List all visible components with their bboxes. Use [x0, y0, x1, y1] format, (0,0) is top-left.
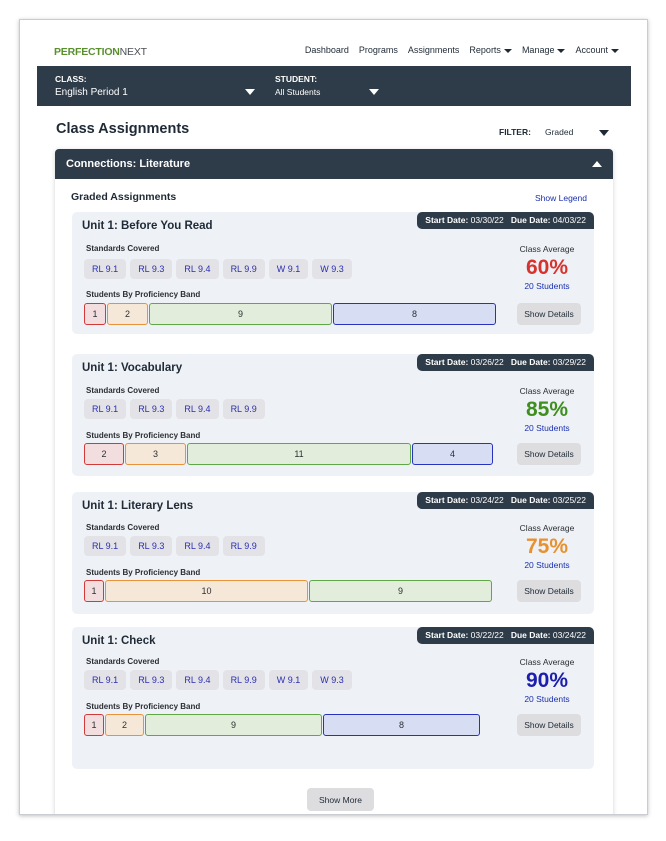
class-average-label: Class Average	[519, 386, 575, 396]
chevron-down-icon	[504, 49, 512, 53]
proficiency-label: Students By Proficiency Band	[86, 568, 201, 577]
assignment-card	[72, 492, 594, 614]
band-segment-red[interactable]: 1	[84, 303, 106, 325]
start-date: 03/26/22	[470, 357, 504, 367]
class-average	[510, 523, 584, 570]
band-segment-red[interactable]: 1	[84, 580, 104, 602]
band-segment-orange[interactable]: 2	[107, 303, 148, 325]
standard-chip: RL 9.9	[223, 670, 265, 690]
student-label: STUDENT:	[275, 74, 318, 84]
class-label: CLASS:	[55, 74, 87, 84]
date-range: Start Date: 03/22/22 Due Date: 03/24/22	[417, 627, 594, 644]
filter-value: Graded	[544, 127, 574, 137]
band-segment-green[interactable]: 11	[187, 443, 411, 465]
assignment-card	[72, 354, 594, 476]
assignment-card	[72, 627, 594, 769]
nav-dashboard[interactable]: Dashboard	[304, 45, 349, 55]
nav-account[interactable]	[575, 45, 619, 55]
class-value: English Period 1	[55, 87, 128, 98]
class-average-label: Class Average	[519, 244, 575, 254]
start-date: 03/22/22	[470, 630, 504, 640]
student-value: All Students	[275, 87, 321, 97]
class-average-label: Class Average	[519, 523, 575, 533]
due-date: 03/25/22	[552, 495, 586, 505]
class-dropdown-icon[interactable]	[245, 89, 255, 95]
date-range: Start Date: 03/24/22 Due Date: 03/25/22	[417, 492, 594, 509]
nav-manage-label: Manage	[521, 45, 555, 55]
page-title: Class Assignments	[56, 121, 190, 137]
class-average	[510, 244, 584, 291]
standard-chip: RL 9.4	[176, 399, 218, 419]
start-date: 03/30/22	[470, 215, 504, 225]
date-range: Start Date: 03/26/22 Due Date: 03/29/22	[417, 354, 594, 371]
show-details-button[interactable]: Show Details	[517, 714, 581, 736]
class-average	[510, 657, 584, 704]
due-date: 03/29/22	[552, 357, 586, 367]
student-count[interactable]: 20 Students	[524, 694, 570, 704]
proficiency-label: Students By Proficiency Band	[86, 431, 201, 440]
nav-account-label: Account	[575, 45, 608, 55]
student-count[interactable]: 20 Students	[524, 281, 570, 291]
band-segment-blue[interactable]: 8	[323, 714, 480, 736]
nav-assignments[interactable]: Assignments	[407, 45, 460, 55]
student-count[interactable]: 20 Students	[524, 423, 570, 433]
show-legend-link[interactable]: Show Legend	[535, 193, 587, 203]
course-section	[55, 149, 613, 815]
show-details-button[interactable]: Show Details	[517, 580, 581, 602]
top-navigation	[20, 20, 647, 66]
class-average-value: 60%	[525, 256, 569, 279]
unit-title: Unit 1: Vocabulary	[82, 362, 183, 374]
band-segment-green[interactable]: 9	[309, 580, 492, 602]
proficiency-band	[84, 303, 496, 325]
standards-label: Standards Covered	[86, 244, 160, 253]
standard-chip: RL 9.9	[223, 399, 265, 419]
due-date: 03/24/22	[552, 630, 586, 640]
section-title: Connections: Literature	[66, 158, 191, 170]
class-select[interactable]	[55, 74, 128, 98]
proficiency-band	[84, 714, 480, 736]
standard-chip: W 9.3	[312, 670, 352, 690]
band-segment-red[interactable]: 2	[84, 443, 124, 465]
standards-list	[84, 536, 265, 556]
unit-title: Unit 1: Check	[82, 635, 156, 647]
standard-chip: RL 9.3	[130, 399, 172, 419]
standard-chip: RL 9.4	[176, 670, 218, 690]
standards-label: Standards Covered	[86, 657, 160, 666]
chevron-down-icon	[611, 49, 619, 53]
standard-chip: W 9.1	[269, 259, 309, 279]
nav-programs[interactable]: Programs	[358, 45, 398, 55]
class-average-value: 75%	[525, 535, 569, 558]
class-average	[510, 386, 584, 433]
standard-chip: RL 9.4	[176, 536, 218, 556]
nav-reports[interactable]	[469, 45, 512, 55]
show-more-button[interactable]: Show More	[307, 788, 374, 811]
band-segment-orange[interactable]: 2	[105, 714, 144, 736]
standard-chip: RL 9.3	[130, 536, 172, 556]
class-average-value: 85%	[525, 398, 569, 421]
standard-chip: RL 9.1	[84, 259, 126, 279]
filter-select[interactable]	[499, 127, 609, 137]
standard-chip: RL 9.9	[223, 536, 265, 556]
standards-label: Standards Covered	[86, 386, 160, 395]
start-date: 03/24/22	[470, 495, 504, 505]
unit-title: Unit 1: Literary Lens	[82, 500, 194, 512]
proficiency-band	[84, 443, 493, 465]
class-average-value: 90%	[525, 669, 569, 692]
standards-label: Standards Covered	[86, 523, 160, 532]
filter-label: FILTER:	[499, 127, 531, 137]
standard-chip: RL 9.1	[84, 399, 126, 419]
standard-chip: RL 9.3	[130, 259, 172, 279]
student-select[interactable]	[275, 74, 320, 97]
standard-chip: W 9.3	[312, 259, 352, 279]
app-window	[19, 19, 648, 815]
standards-list	[84, 259, 352, 279]
band-segment-green[interactable]: 9	[145, 714, 322, 736]
show-details-button[interactable]: Show Details	[517, 443, 581, 465]
band-segment-blue[interactable]: 4	[412, 443, 493, 465]
band-segment-blue[interactable]: 8	[333, 303, 496, 325]
band-segment-orange[interactable]: 10	[105, 580, 308, 602]
graded-assignments-title: Graded Assignments	[71, 191, 177, 203]
class-selector-bar	[37, 66, 631, 106]
assignment-card	[72, 212, 594, 334]
nav-reports-label: Reports	[469, 45, 501, 55]
show-details-button[interactable]: Show Details	[517, 303, 581, 325]
standard-chip: W 9.1	[269, 670, 309, 690]
band-segment-orange[interactable]: 3	[125, 443, 186, 465]
date-range: Start Date: 03/30/22 Due Date: 04/03/22	[417, 212, 594, 229]
standard-chip: RL 9.1	[84, 670, 126, 690]
standards-list	[84, 399, 265, 419]
proficiency-label: Students By Proficiency Band	[86, 290, 201, 299]
unit-title: Unit 1: Before You Read	[82, 220, 213, 232]
standard-chip: RL 9.4	[176, 259, 218, 279]
standard-chip: RL 9.3	[130, 670, 172, 690]
student-count[interactable]: 20 Students	[524, 560, 570, 570]
due-date: 04/03/22	[552, 215, 586, 225]
standard-chip: RL 9.1	[84, 536, 126, 556]
band-segment-green[interactable]: 9	[149, 303, 332, 325]
collapse-icon[interactable]	[592, 161, 602, 167]
standard-chip: RL 9.9	[223, 259, 265, 279]
nav-manage[interactable]	[522, 45, 566, 55]
proficiency-label: Students By Proficiency Band	[86, 702, 201, 711]
section-header[interactable]	[55, 149, 613, 179]
chevron-down-icon	[557, 49, 565, 53]
standards-list	[84, 670, 352, 690]
student-dropdown-icon[interactable]	[369, 89, 379, 95]
filter-dropdown-icon	[599, 130, 609, 136]
proficiency-band	[84, 580, 492, 602]
brand-logo[interactable]: PERFECTIONNEXT	[54, 46, 147, 58]
nav-links	[305, 45, 619, 55]
band-segment-red[interactable]: 1	[84, 714, 104, 736]
class-average-label: Class Average	[519, 657, 575, 667]
